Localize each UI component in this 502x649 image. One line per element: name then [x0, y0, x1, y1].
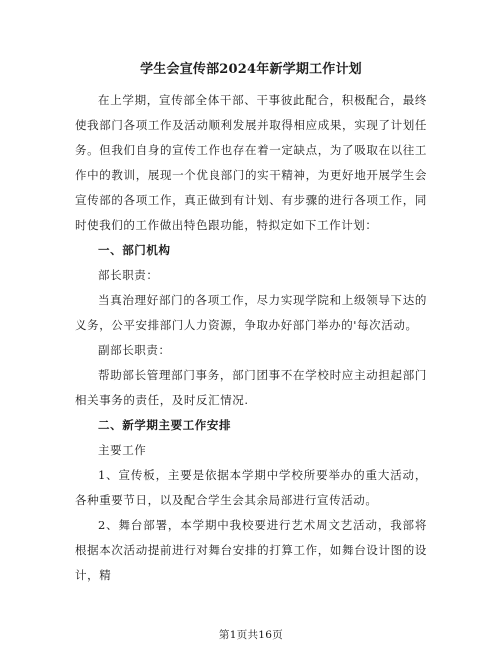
section-heading-work-plan: 二、新学期主要工作安排 — [98, 418, 232, 432]
vice-minister-duties-text: 帮助部长管理部门事务，部门团事不在学校时应主动担起部门相关事务的责任，及时反汇情况. — [75, 368, 427, 407]
page-number: 第1页共16页 — [218, 629, 284, 641]
intro-paragraph: 在上学期，宣传部全体干部、干事彼此配合，积极配合，最终使我部门各项工作及活动顺利发展并取得相应成果，实现了计划任务。但我们自身的宣传工作也存在着一定缺点，为了吸取在以往工作中的教训，展现一个优良部门的实干精神，为更好地开展学生会宣传部的各项工作，真正做到有计划、有步骤的进行各项工作，同时使我们的工作做出特色跟功能，特拟定如下工作计划： — [75, 93, 427, 232]
main-work-label: 主要工作 — [98, 443, 147, 457]
vice-minister-duties-label: 副部长职责： — [98, 343, 171, 357]
work-item-2: 2、舞台部署，本学期中我校要进行艺术周文艺活动，我部将根据本次活动提前进行对舞台安排的打算工作，如舞台设计图的设计，精 — [75, 518, 427, 582]
document-body — [75, 88, 427, 588]
document-title: 学生会宣传部2024年新学期工作计划 — [140, 62, 362, 77]
section-heading-organization: 一、部门机构 — [98, 243, 171, 257]
minister-duties-text: 当真治理好部门的各项工作，尽力实现学院和上级领导下达的义务，公平安排部门人力资源，争取办好部门举办的'每次活动。 — [75, 293, 427, 332]
minister-duties-label: 部长职责： — [98, 268, 159, 282]
work-item-1: 1、宣传板，主要是依据本学期中学校所要举办的重大活动，各种重要节日，以及配合学生会其余局部进行宣传活动。 — [75, 468, 427, 507]
